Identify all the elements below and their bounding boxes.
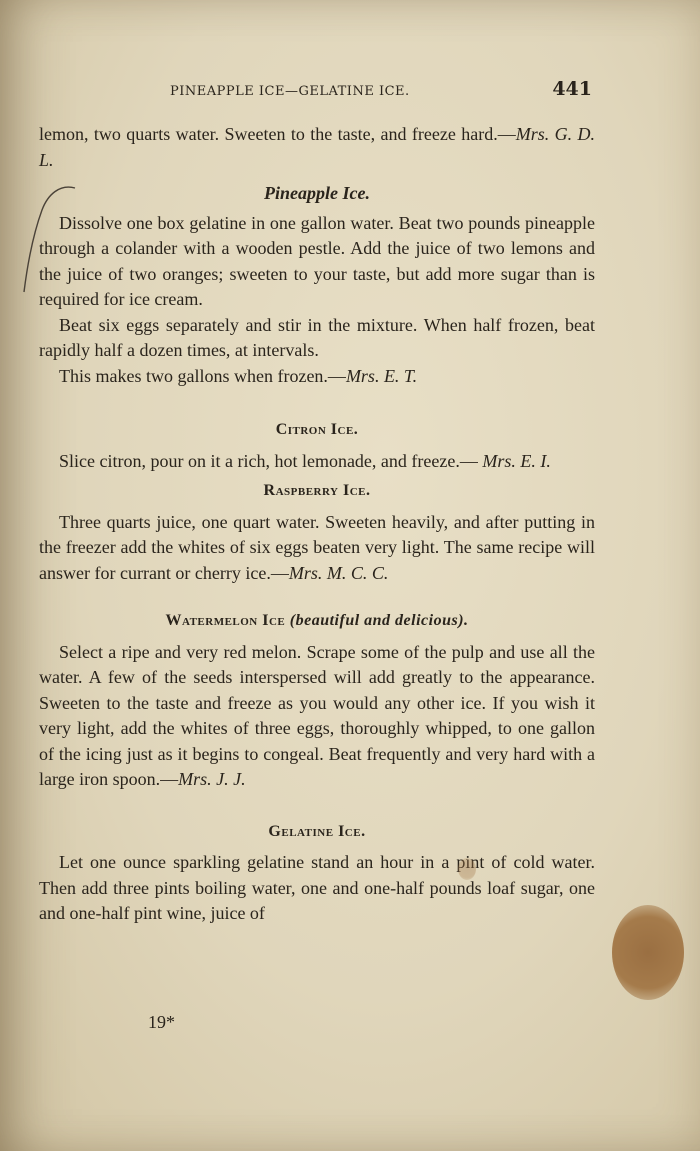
- pineapple-ice-signature: Mrs. E. T.: [345, 365, 418, 386]
- water-stain: [612, 905, 684, 1000]
- intro-signature: Mrs. G. D. L.: [39, 124, 595, 170]
- intro-text: lemon, two quarts water. Sweeten to the taste, and freeze hard.—: [39, 124, 516, 144]
- running-head: PINEAPPLE ICE—GELATINE ICE.: [170, 84, 410, 99]
- folio-signature-mark: 19*: [148, 1012, 175, 1032]
- gelatine-ice-title: Gelatine Ice.: [268, 822, 366, 840]
- pineapple-ice-para2: Beat six eggs separately and stir in the mixture. When half frozen, beat rapidly half a dozen times, at intervals.: [39, 314, 595, 360]
- pineapple-ice-title: Pineapple Ice.: [264, 183, 370, 203]
- pineapple-ice-para3: [39, 364, 595, 390]
- watermelon-ice-title: Watermelon Ice: [165, 612, 286, 629]
- raspberry-ice-text: [39, 510, 595, 587]
- intro-paragraph: [39, 122, 595, 173]
- watermelon-ice-heading: [39, 608, 595, 634]
- page-header: [170, 78, 592, 100]
- gelatine-ice-text: Let one ounce sparkling gelatine stand an hour in a pint of cold water. Then add three pints boiling water, one and one-half pounds loaf sugar, one and one-half pint wine, juice of: [39, 852, 595, 923]
- raspberry-ice-signature: Mrs. M. C. C.: [288, 562, 389, 583]
- raspberry-ice-title: Raspberry Ice.: [263, 482, 371, 499]
- citron-ice-body: Slice citron, pour on it a rich, hot lemonade, and freeze.—: [59, 450, 478, 471]
- watermelon-ice-body: Select a ripe and very red melon. Scrape some of the pulp and use all the water. A few of the seeds interspersed will add greatly to the appearance. Sweeten to the taste and freeze as you would any other ice. If you wish it very light, add the whites of three eggs, thoroughly whipped, to one gallon of the icing just as it begins to congeal. Beat frequently and very hard with a large iron spoon.—: [39, 641, 595, 789]
- citron-ice-title: Citron Ice.: [275, 421, 359, 438]
- citron-ice-text: [39, 449, 595, 475]
- page-number: 441: [552, 78, 592, 100]
- watermelon-ice-signature: Mrs. J. J.: [178, 769, 246, 789]
- page-body: [39, 122, 595, 927]
- watermelon-ice-title-note: (beautiful and delicious).: [289, 612, 469, 629]
- pineapple-ice-para3-text: This makes two gallons when frozen.—: [59, 365, 346, 386]
- raspberry-ice-body: Three quarts juice, one quart water. Sweeten heavily, and after putting in the freezer add the whites of six eggs beaten very light. The same recipe will answer for currant or cherry ice.—: [39, 511, 595, 583]
- pineapple-ice-para1: Dissolve one box gelatine in one gallon water. Beat two pounds pineapple through a colander with a wooden pestle. Add the juice of two lemons and the juice of two oranges; sweeten to your taste, but add more sugar than is required for ice cream.: [39, 212, 595, 309]
- citron-ice-signature: Mrs. E. I.: [482, 450, 551, 471]
- watermelon-ice-text: [39, 640, 595, 793]
- small-stain: [458, 858, 476, 880]
